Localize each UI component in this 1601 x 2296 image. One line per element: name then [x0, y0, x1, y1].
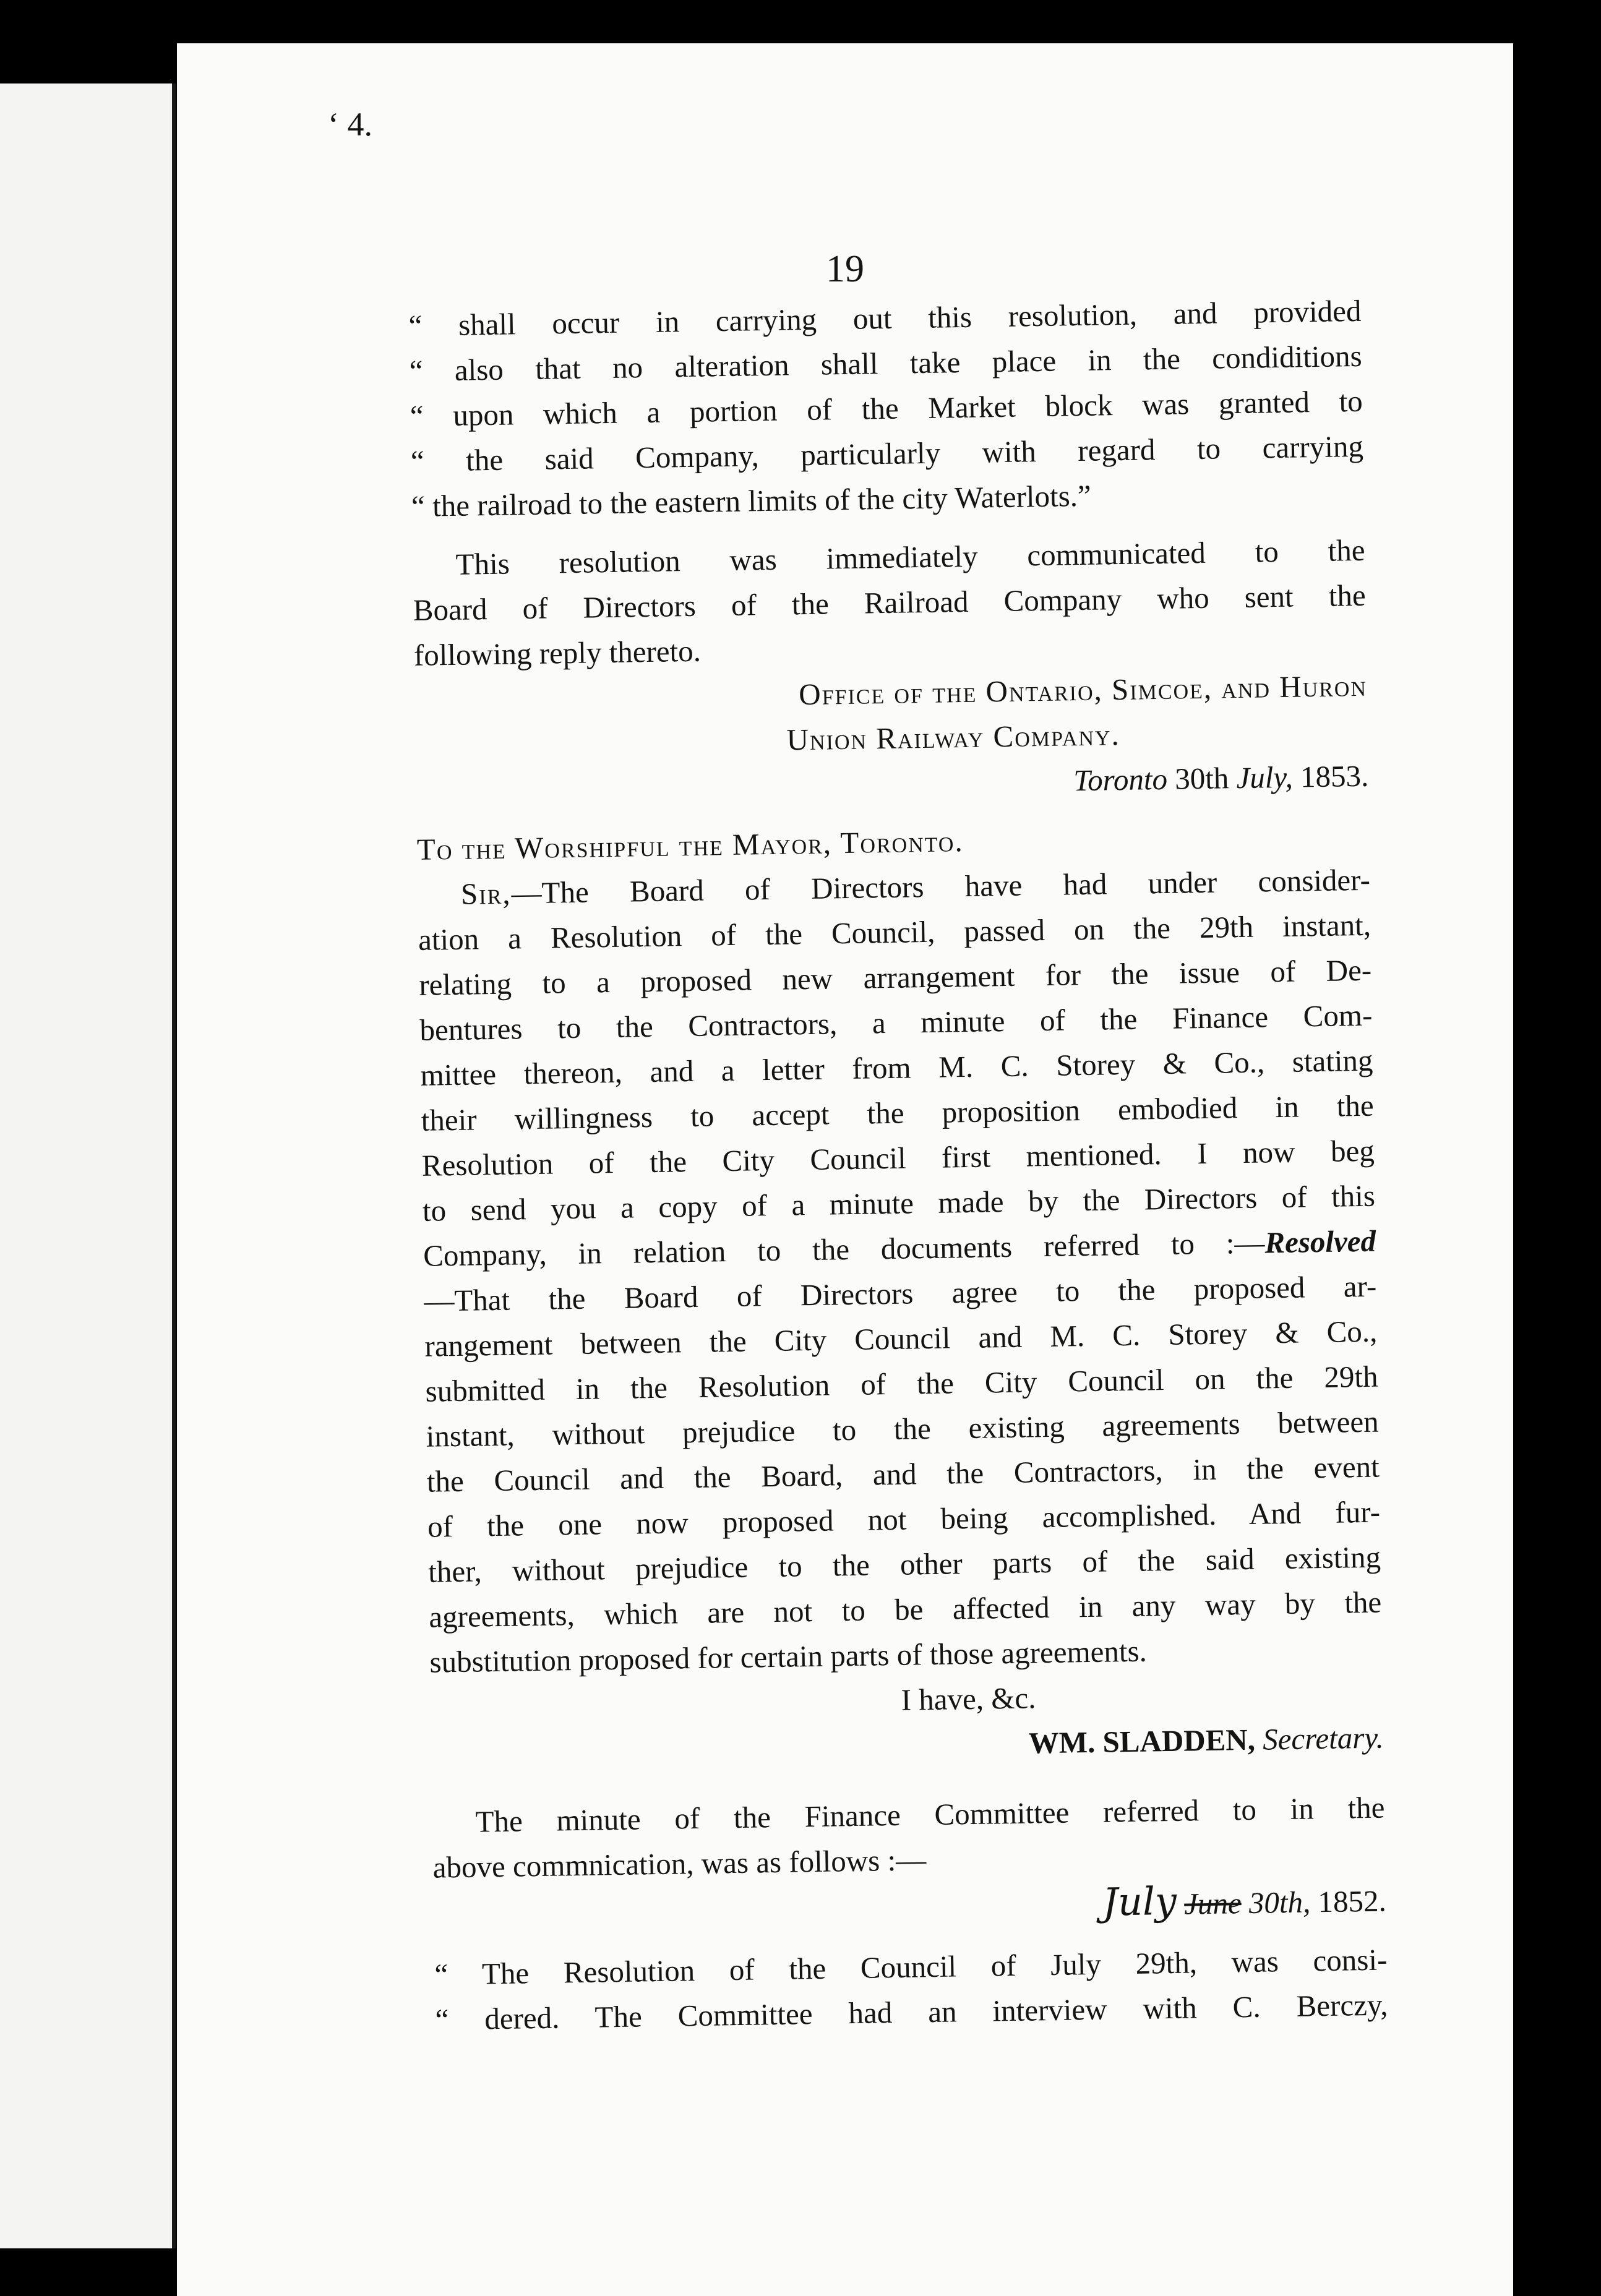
- text-line: The minute of the Finance Committee referred to in the: [475, 1790, 1385, 1839]
- text-line: “ upon which a portion of the Market block was granted to: [410, 383, 1363, 433]
- letter-closing: I have, &c.: [901, 1681, 1036, 1717]
- minute-text: [434, 1937, 1388, 2042]
- text-line: Resolution of the City Council first mentioned. I now beg: [421, 1133, 1375, 1183]
- page-text: [408, 288, 1388, 2042]
- text-line: “ The Resolution of the Council of July 29th, was consi-: [434, 1942, 1388, 1992]
- letter-salutation: To the Worshipful the Mayor, Toronto.: [416, 824, 964, 867]
- text-line: the Council and the Board, and the Contractors, in the event: [426, 1449, 1380, 1499]
- letter: [414, 663, 1384, 1775]
- text-line: “ dered. The Committee had an interview with C. Berczy,: [435, 1987, 1388, 2037]
- text-line: their willingness to accept the proposition embodied in the: [421, 1088, 1374, 1137]
- signature-title: Secretary.: [1262, 1720, 1384, 1757]
- text-line: This resolution was immediately communicated to the: [455, 533, 1365, 581]
- text-line: “ shall occur in carrying out this resolution, and provided: [408, 293, 1362, 343]
- letter-office-line: Union Railway Company.: [786, 718, 1121, 757]
- date-place: Toronto: [1073, 761, 1168, 798]
- text-line: following reply thereto.: [413, 633, 702, 672]
- letter-sir: Sir,: [460, 876, 512, 911]
- resolution-paragraph: [412, 528, 1367, 678]
- text-line: rangement between the City Council and M. C. Storey & Co.,: [424, 1314, 1378, 1363]
- text-line: to send you a copy of a minute made by the Directors of this: [422, 1178, 1376, 1228]
- text-line: agreements, which are not to be affected in any way by the: [428, 1585, 1382, 1634]
- date-month: July,: [1236, 760, 1294, 795]
- text-line: substitution proposed for certain parts of those agreements.: [429, 1634, 1148, 1679]
- corner-mark: ‘ 4.: [328, 106, 372, 143]
- text-line: Board of Directors of the Railroad Company who sent the: [413, 578, 1367, 627]
- date-day: 30th: [1174, 761, 1229, 796]
- date-year: 1853.: [1300, 758, 1369, 794]
- handwritten-correction: July: [1102, 1878, 1177, 1925]
- text-line: relating to a proposed new arrangement for the issue of De-: [418, 953, 1372, 1002]
- text-line: mittee thereon, and a letter from M. C. Storey & Co., stating: [420, 1043, 1373, 1092]
- letter-body-start: —The Board of Directors have had under consider-: [511, 862, 1371, 910]
- text-line: instant, without prejudice to the existing agreements between: [426, 1404, 1380, 1454]
- text-line: submitted in the Resolution of the City Council on the 29th: [425, 1359, 1378, 1408]
- resolved-word: Resolved: [1264, 1223, 1376, 1260]
- quote-ending: [408, 288, 1365, 529]
- text-line: ther, without prejudice to the other parts of the said existing: [427, 1540, 1381, 1589]
- text-line: above commnication, was as follows :—: [432, 1843, 927, 1885]
- struck-word: June: [1183, 1886, 1242, 1921]
- signature-name: WM. SLADDEN,: [1028, 1722, 1256, 1760]
- text-line: “ the said Company, particularly with regard to carrying: [410, 429, 1364, 478]
- minute-intro: [432, 1785, 1386, 1890]
- letter-office-line: Office of the Ontario, Simcoe, and Huron: [798, 668, 1368, 712]
- text-line: “ the railroad to the eastern limits of the city Waterlots.”: [411, 478, 1092, 523]
- minute-date-day: 30th,: [1248, 1885, 1311, 1920]
- text-line: bentures to the Contractors, a minute of the Finance Com-: [419, 998, 1373, 1047]
- text-line: —That the Board of Directors agree to the proposed ar-: [423, 1269, 1377, 1318]
- page-number: 19: [826, 248, 864, 290]
- text-line: ation a Resolution of the Council, passed on the 29th instant,: [418, 907, 1371, 957]
- minute-date-year: 1852.: [1318, 1883, 1387, 1919]
- letter-body-end: Company, in relation to the documents referred to :—: [423, 1225, 1265, 1273]
- text-line: “ also that no alteration shall take place in the condiditions: [409, 338, 1362, 388]
- facing-page: [0, 84, 176, 2248]
- text-line: of the one now proposed not being accomplished. And fur-: [427, 1494, 1381, 1544]
